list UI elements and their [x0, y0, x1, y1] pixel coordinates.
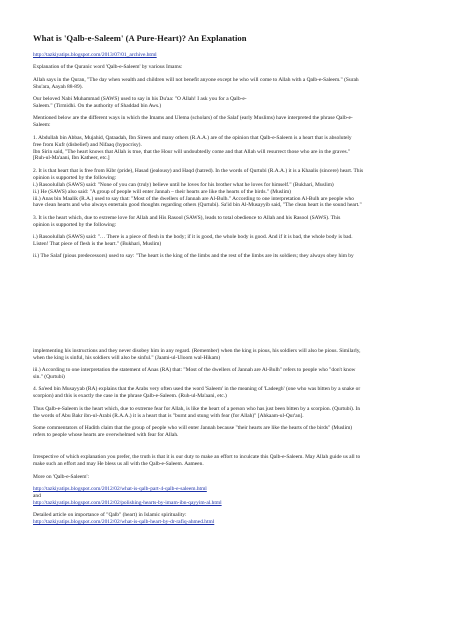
point-2-paragraph: 2. It is that heart that is free from Kibr (pride), Hasad (jealousy) and Haqd (hatred). In the words of Qurtubi (R.A.A.) it is a Khaalis (sincere) heart. This opinion is supported by the following: i.) Rasoolullah (SAWS) said: "None of you can (truly) believe until he loves for his brother what he loves for himself." (Bukhari, Muslim) ii.) He (SAWS) also said: "A group of people will enter Jannah – their hearts are like the hearts of the birds." (Muslim) iii.) Anas bin Maalik (R.A.) used to say that: "Most of the dwellers of Jannah are Al-Bulh." According to one interpretation Al-Bulh are people who have clean hearts and who always entertain good thoughts regarding others (Qurtubi). Sa'id bin Al-Musayyib said, "The clean heart is the sound heart.": [33, 167, 364, 209]
dua-paragraph: Our beloved Nabi Muhammad (SAWS) used to say in his Du'aa: "O Allah! I ask you for a Qalb-e- Saleem." (Tirmidhi. On the authority of Shaddad bin Aws.): [33, 96, 247, 110]
irrespective-paragraph: Irrespective of which explanation you prefer, the truth is that it is our duty to make an effort to inculcate this Qalb-e-Saleem. May Allah guide us all to make such an effort and may He bless us all with the Qalb-e-Saleem. Aameen.: [33, 454, 361, 468]
source-link[interactable]: http://tazkiyatips.blogspot.com/2013/07/01_archive.html: [33, 52, 157, 58]
more-link-3[interactable]: http://tazkiyatips.blogspot.com/2012/02/what-is-qalb-heart-by-dr-rafiq-ahmed.html: [33, 519, 215, 526]
point-1-paragraph: 1. Abdullah bin Abbas, Mujahid, Qataadah, Ibn Sireen and many others (R.A.A.) are of the opinion that Qalb-e-Saleem is a heart that is absolutely free from Kufr (disbelief) and Nifaaq (hypocrisy). Ibn Sirin said, "The heart knows that Allah is true, that the Hour will undoubtedly come and that Allah will resurrect those who are in the graves." [Ruh-ul-Ma'aani, Ibn Katheer, etc.]: [33, 134, 352, 162]
point-3-iii-paragraph: iii.) According to one interpretation the statement of Anas (RA) that: "Most of the dwellers of Jannah are Al-Bulh" refers to people who "don't know sin." (Qurtubi): [33, 367, 356, 381]
detailed-label: Detailed article on importance of "Qalb" (heart) in Islamic spirituality:: [33, 512, 187, 519]
intro-text: Explanation of the Quranic word 'Qalb-e-Saleem' by various Imams:: [33, 64, 183, 71]
detailed-paragraph: [33, 512, 450, 526]
document-title: What is 'Qalb-e-Saleem' (A Pure-Heart)? An Explanation: [33, 33, 247, 43]
ways-intro-paragraph: Mentioned below are the different ways in which the Imams and Ulema (scholars) of the Salaf (early Muslims) have interpreted the phrase Qalb-e- Saleem:: [33, 115, 353, 129]
page-gap: [33, 266, 450, 348]
more-link-1[interactable]: http://tazkiyatips.blogspot.com/2012/02/what-is-qalb-part-4-qalb-e-saleem.html: [33, 486, 207, 493]
and-label: and: [33, 493, 41, 500]
more-link-2[interactable]: http://tazkiyatips.blogspot.com/2012/02/polishing-hearts-by-imam-ibn-qayyim-al.html: [33, 499, 222, 506]
point-3-i-paragraph: i.) Rasoolullah (SAWS) said: "… There is a piece of flesh in the body; if it is good, the whole body is good. And if it is bad, the whole body is bad. Listen! That piece of flesh is the heart." (Bukhari, Muslim): [33, 234, 353, 248]
quran-paragraph: Allah says in the Quran, "The day when wealth and children will not benefit anyone except he who will come to Allah with a Qalb-e-Saleem." (Surah Shu'ara, Aayah 88-89).: [33, 76, 359, 90]
more-links-paragraph: [33, 486, 450, 507]
implementing-paragraph: implementing his instructions and they never disobey him in any regard. (Remember) when the king is pious, his soldiers will also be pious. Similarly, when the king is sinful, his soldiers will also be sinful." (Jaami-ul-Uloom wal-Hikam): [33, 347, 361, 361]
point-3-paragraph: 3. It is the heart which, due to extreme love for Allah and His Rasool (SAWS), leads to total obedience to Allah and his Rasool (SAWS). This opinion is supported by the following:: [33, 214, 341, 228]
point-3-ii-paragraph: ii.) The Salaf (pious predecessors) used to say: "The heart is the king of the limbs and the rest of the limbs are its soldiers; they always obey him by: [33, 253, 354, 260]
more-label: More on 'Qalb-e-Saleem':: [33, 473, 90, 480]
spacer: [33, 444, 450, 454]
some-commentators-paragraph: Some commentators of Hadith claim that the group of people who will enter Jannah because "their hearts are like the hearts of the birds" (Muslim) refers to people whose hearts are overwhelmed with fear for Allah.: [33, 425, 353, 438]
thus-paragraph: Thus Qalb-e-Saleem is the heart which, due to extreme fear for Allah, is like the heart of a person who has just been bitten by a scorpion. (Qurtubi). In the words of Abu Bakr ibn-ul-Arabi (R.A.A.) it is a heart that is "burnt and stung with fear (for Allah)" [Ahkaam-ul-Qur'an].: [33, 405, 361, 419]
point-4-paragraph: 4. Sa'eed bin Musayyab (RA) explains that the Arabs very often used the word 'Saleem' in the meaning of 'Ladeegh' (one who was bitten by a snake or scorpion) and this is exactly the case in the phrase Qalb-e-Saleem. (Ruh-ul-Ma'aani, etc.): [33, 386, 361, 400]
